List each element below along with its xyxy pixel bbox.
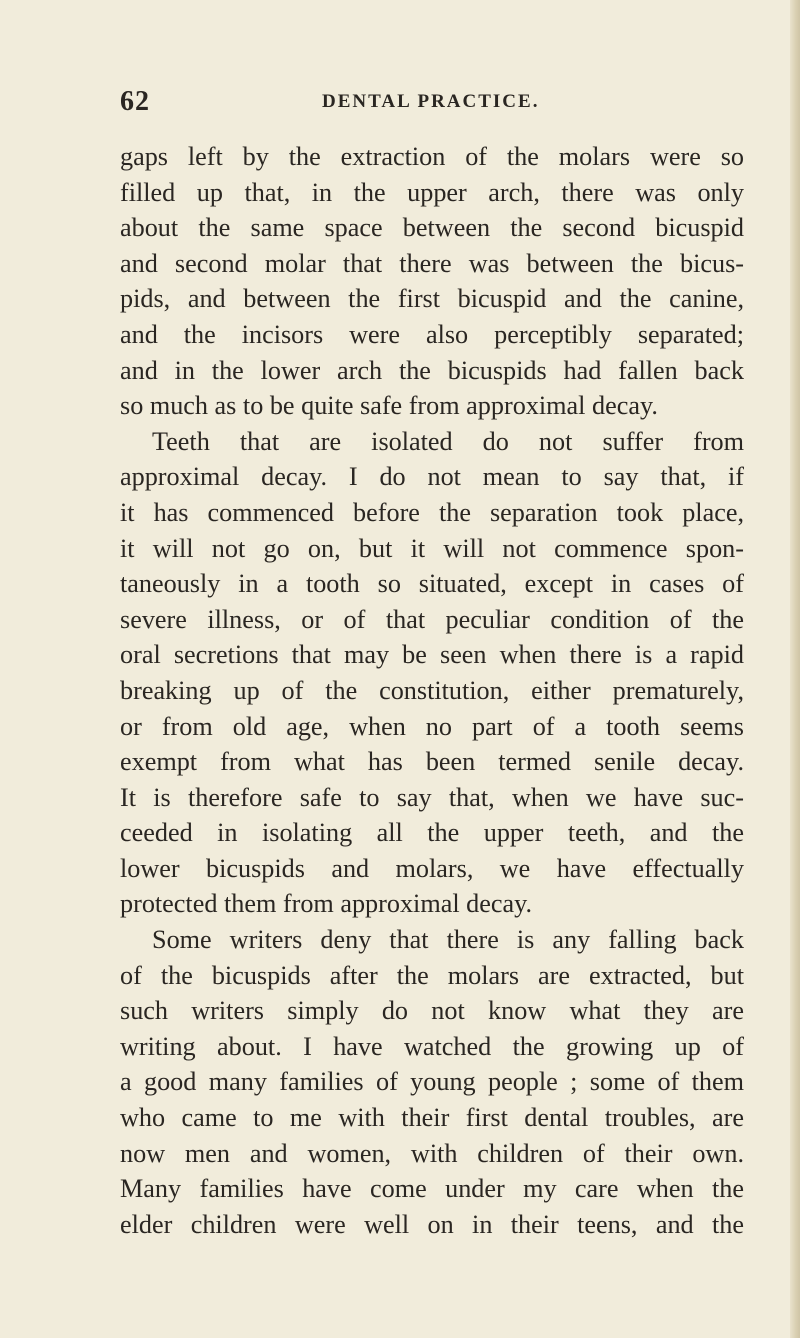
body-text: [120, 139, 744, 1242]
text-line: exempt from what has been termed senile decay.: [120, 747, 744, 777]
text-line: Many families have come under my care when the: [120, 1174, 744, 1204]
text-line: protected them from approximal decay.: [120, 889, 533, 919]
text-line: ceeded in isolating all the upper teeth, and the: [120, 818, 744, 848]
text-line: it has commenced before the separation took place,: [120, 497, 744, 527]
text-line: Teeth that are isolated do not suffer from: [152, 426, 744, 456]
text-line: such writers simply do not know what they are: [120, 996, 744, 1026]
text-line: pids, and between the first bicuspid and the canine,: [120, 284, 744, 314]
text-line: writing about. I have watched the growing up of: [120, 1031, 744, 1061]
text-line: and in the lower arch the bicuspids had fallen back: [120, 355, 744, 385]
text-line: approximal decay. I do not mean to say that, if: [120, 462, 744, 492]
text-line: so much as to be quite safe from approximal decay.: [120, 391, 658, 421]
text-line: taneously in a tooth so situated, except in cases of: [120, 569, 744, 599]
text-line: who came to me with their first dental troubles, are: [120, 1103, 744, 1133]
text-line: It is therefore safe to say that, when we have suc-: [120, 782, 744, 812]
text-line: and the incisors were also perceptibly separated;: [120, 319, 744, 349]
text-line: or from old age, when no part of a tooth seems: [120, 711, 744, 741]
text-line: about the same space between the second bicuspid: [120, 213, 744, 243]
text-line: of the bicuspids after the molars are extracted, but: [120, 960, 744, 990]
text-line: it will not go on, but it will not commence spon-: [120, 533, 744, 563]
text-line: severe illness, or of that peculiar condition of the: [120, 604, 744, 634]
text-line: filled up that, in the upper arch, there was only: [120, 177, 744, 207]
text-line: elder children were well on in their teens, and the: [120, 1209, 744, 1239]
text-line: Some writers deny that there is any falling back: [152, 925, 744, 955]
text-line: now men and women, with children of their own.: [120, 1138, 744, 1168]
running-head: DENTAL PRACTICE.: [322, 91, 540, 112]
page-header: [120, 86, 740, 116]
page-edge-shadow: [790, 0, 800, 1338]
text-line: gaps left by the extraction of the molars were so: [120, 142, 744, 171]
page-number: 62: [120, 86, 150, 117]
text-line: oral secretions that may be seen when there is a rapid: [120, 640, 744, 670]
text-line: a good many families of young people ; some of them: [120, 1067, 744, 1097]
text-line: breaking up of the constitution, either prematurely,: [120, 675, 744, 705]
text-line: lower bicuspids and molars, we have effectually: [120, 853, 744, 883]
text-line: and second molar that there was between the bicus-: [120, 248, 744, 278]
